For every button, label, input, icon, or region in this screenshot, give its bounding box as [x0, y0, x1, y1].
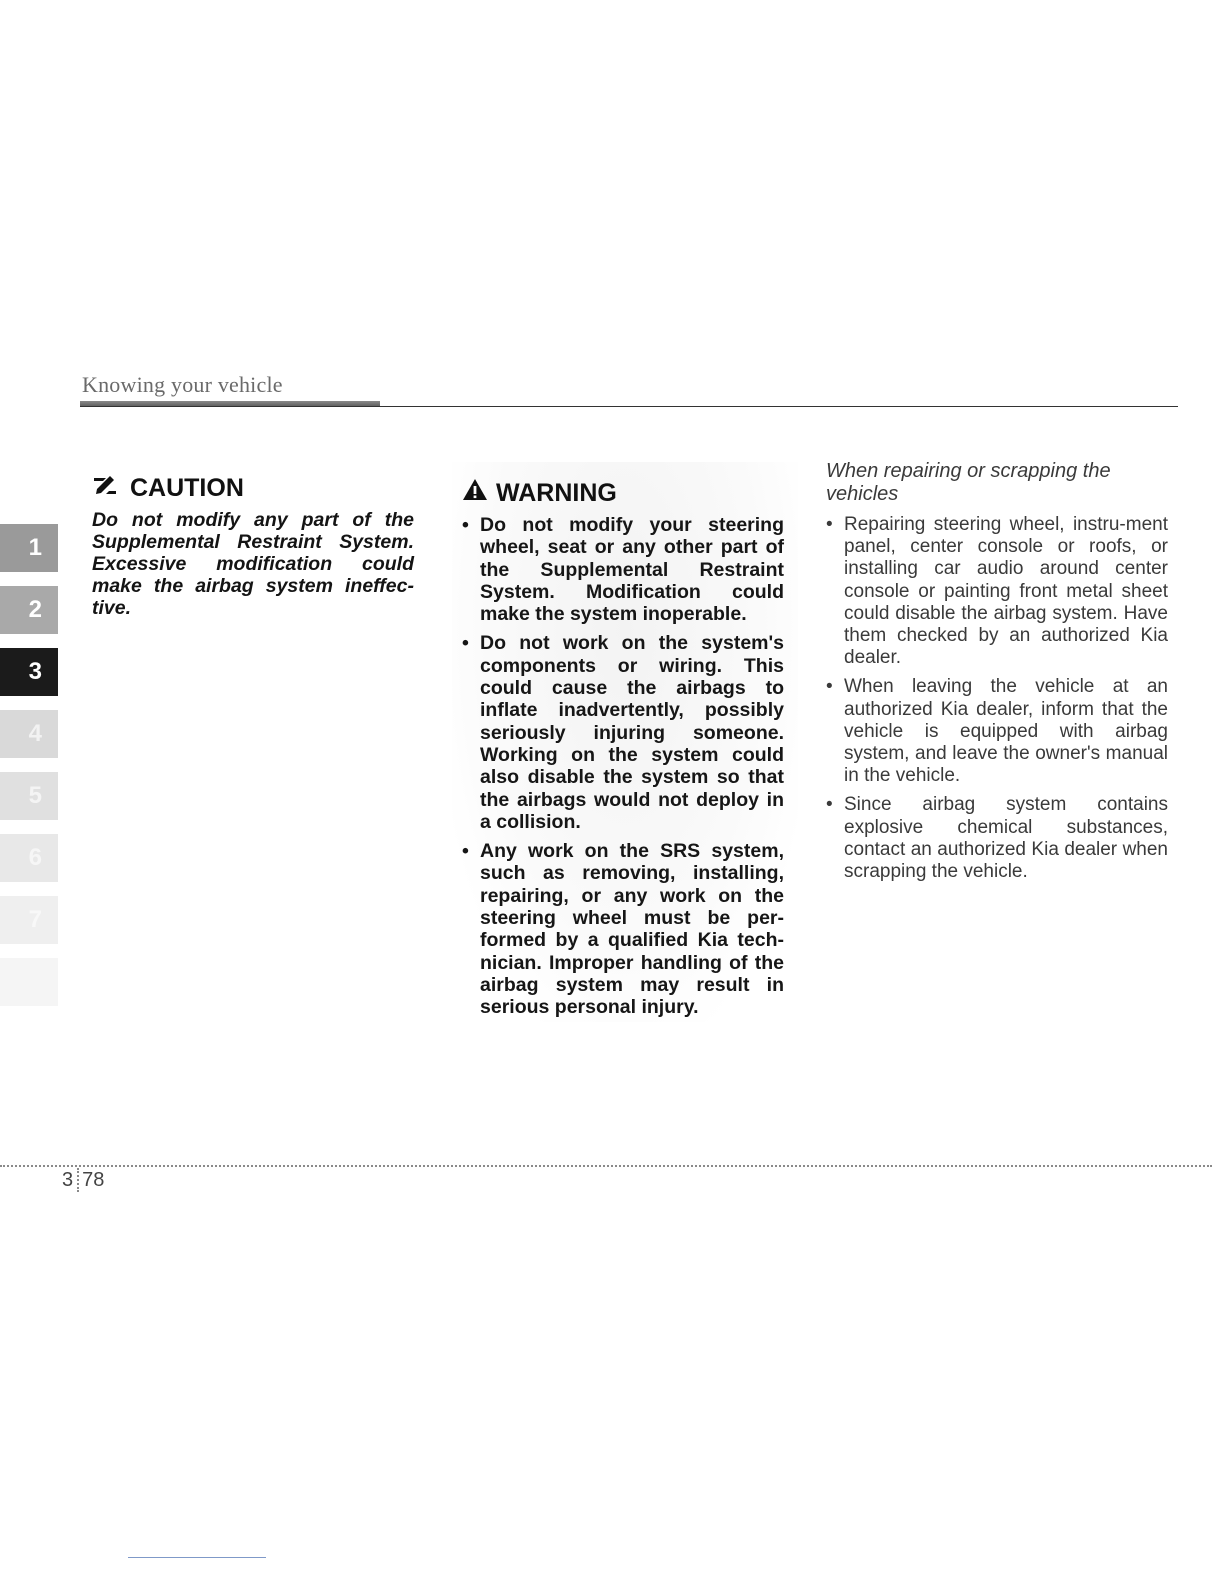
bottom-blue-line [128, 1557, 266, 1558]
caution-heading-label: CAUTION [130, 474, 244, 502]
warning-heading [462, 478, 784, 508]
warning-item: • Do not modify your steering wheel, seat or any other part of the Supplemental Restraint System. Modification could make the system inoperable. [462, 514, 784, 625]
warning-triangle-icon [462, 478, 488, 508]
repair-list [826, 514, 1168, 883]
page-index: 78 [82, 1168, 105, 1191]
chapter-tab-5[interactable]: 5 [0, 772, 58, 820]
repair-item: • Repairing steering wheel, instru-ment panel, center console or roofs, or installing car audio around center console or painting front metal sheet could disable the airbag system. Have them checked by an authorized Kia dealer. [826, 514, 1168, 669]
warning-list [462, 514, 784, 1019]
repair-item: • When leaving the vehicle at an authorized Kia dealer, inform that the vehicle is equipped with airbag system, and leave the owner's manual in the vehicle. [826, 676, 1168, 787]
warning-box [462, 460, 784, 1026]
chapter-tab-7[interactable]: 7 [0, 896, 58, 944]
caution-text: Do not modify any part of the Supplemental Restraint System. Excessive modification could make the airbag system ineffec-tive. [92, 509, 414, 619]
chapter-tab-6[interactable]: 6 [0, 834, 58, 882]
chapter-tab-1[interactable]: 1 [0, 524, 58, 572]
repair-item: • Since airbag system contains explosive chemical substances, contact an authorized Kia dealer when scrapping the vehicle. [826, 794, 1168, 883]
caution-box [92, 460, 414, 619]
running-head-title: Knowing your vehicle [82, 372, 283, 397]
header-rule-thin [80, 406, 1178, 407]
page-number-separator [77, 1168, 79, 1192]
caution-heading [92, 474, 414, 503]
footer-dotted-rule [0, 1165, 1212, 1167]
caution-pencil-icon [92, 474, 122, 503]
chapter-tab-8[interactable] [0, 958, 58, 1006]
chapter-tab-2[interactable]: 2 [0, 586, 58, 634]
repair-section [826, 460, 1168, 890]
warning-heading-label: WARNING [496, 478, 617, 507]
repair-section-title: When repairing or scrapping the vehicles [826, 460, 1111, 505]
page-chapter: 3 [62, 1168, 74, 1191]
chapter-tab-3-active[interactable]: 3 [0, 648, 58, 696]
warning-item: • Do not work on the system's components or wiring. This could cause the airbags to inflate inadvertently, possibly seriously injuring someone. Working on the system could also disable the system so that the airbags would not deploy in a collision. [462, 632, 784, 833]
warning-item: • Any work on the SRS system, such as removing, installing, repairing, or any work on the steering wheel must be per-formed by a qualified Kia tech-nician. Improper handling of the airbag system may result in serious personal injury. [462, 840, 784, 1018]
chapter-tab-4[interactable]: 4 [0, 710, 58, 758]
page-number [62, 1168, 104, 1192]
